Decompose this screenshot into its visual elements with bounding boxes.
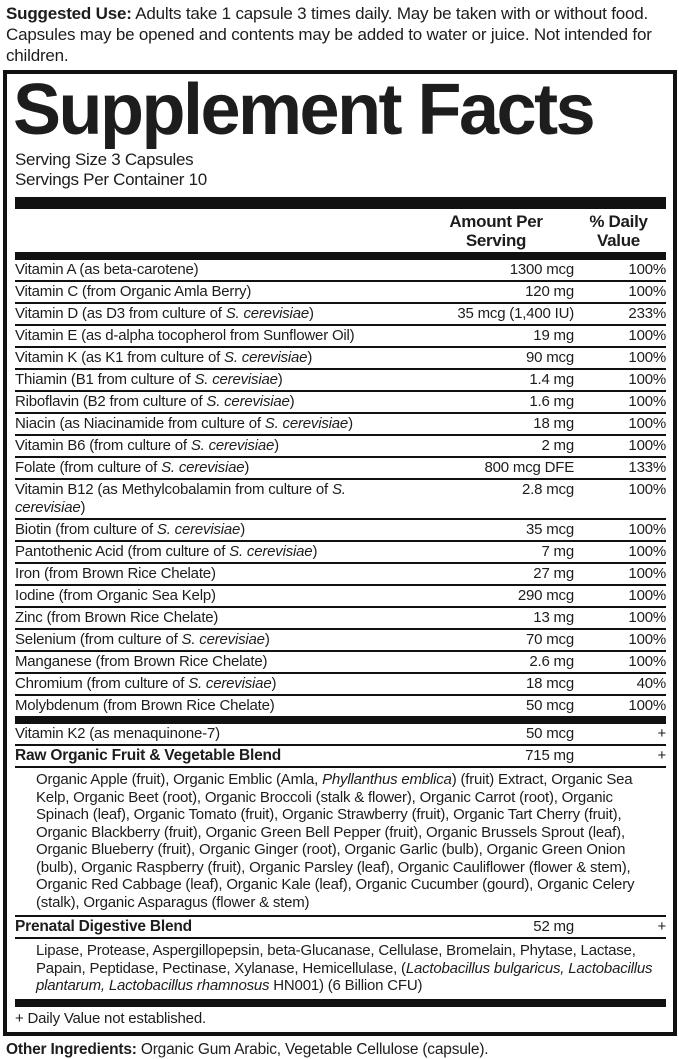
nutrient-name: Iodine (from Organic Sea Kelp) — [15, 587, 216, 604]
nutrient-row — [15, 324, 666, 346]
nutrient-amount: 1.4 mg — [529, 371, 574, 388]
nutrient-daily-value: 100% — [628, 543, 666, 560]
blend-rows — [15, 724, 666, 999]
nutrient-daily-value: 100% — [628, 521, 666, 538]
nutrient-row — [15, 694, 666, 716]
nutrient-amount: 50 mcg — [526, 725, 574, 742]
nutrient-row — [15, 562, 666, 584]
panel-title: Supplement Facts — [13, 70, 594, 150]
nutrient-row — [15, 650, 666, 672]
nutrient-name: Vitamin D (as D3 from culture of S. cerevisiae) — [15, 305, 314, 322]
suggested-use-label: Suggested Use: — [6, 4, 132, 23]
nutrient-daily-value: 100% — [628, 261, 666, 278]
nutrient-amount: 50 mcg — [526, 697, 574, 714]
nutrient-daily-value: 100% — [628, 481, 666, 498]
nutrient-amount: 7 mg — [541, 543, 574, 560]
blend-ingredient-list: Organic Apple (fruit), Organic Emblic (Amla, Phyllanthus emblica) (fruit) Extract, Organic Sea Kelp, Organic Beet (root), Organic Broccoli (stalk & flower), Organic Carrot (root), Organic Spinach (leaf), Organic Tomato (fruit), Organic Strawberry (fruit), Organic Tart Cherry (fruit), Organic Blackberry (fruit), Organic Green Bell Pepper (fruit), Organic Brussels Sprout (leaf), Organic Blueberry (fruit), Organic Ginger (root), Organic Garlic (bulb), Organic Green Onion (bulb), Organic Raspberry (fruit), Organic Parsley (leaf), Organic Cauliflower (flower & stem), Organic Red Cabbage (leaf), Organic Kale (leaf), Organic Cucumber (gourd), Organic Celery (stalk), Organic Asparagus (flower & stem) — [15, 766, 666, 915]
nutrient-daily-value: 100% — [628, 415, 666, 432]
nutrient-name: Niacin (as Niacinamide from culture of S. cerevisiae) — [15, 415, 353, 432]
nutrient-name: Vitamin K2 (as menaquinone-7) — [15, 725, 220, 742]
nutrient-daily-value: 100% — [628, 283, 666, 300]
nutrient-daily-value: 100% — [628, 653, 666, 670]
nutrient-name: Raw Organic Fruit & Vegetable Blend — [15, 747, 282, 764]
nutrient-name: Molybdenum (from Brown Rice Chelate) — [15, 697, 275, 714]
nutrient-amount: 19 mg — [533, 327, 574, 344]
nutrient-name: Vitamin C (from Organic Amla Berry) — [15, 283, 252, 300]
nutrient-name: Vitamin A (as beta-carotene) — [15, 261, 199, 278]
other-ingredients-text — [0, 1036, 679, 1059]
nutrient-name: Pantothenic Acid (from culture of S. cerevisiae) — [15, 543, 318, 560]
nutrient-daily-value: 100% — [628, 349, 666, 366]
nutrient-row — [15, 412, 666, 434]
nutrient-name: Chromium (from culture of S. cerevisiae) — [15, 675, 277, 692]
nutrient-daily-value: 233% — [628, 305, 666, 322]
divider-bar-middle — [15, 716, 666, 724]
nutrient-row — [15, 672, 666, 694]
nutrient-amount: 18 mcg — [526, 675, 574, 692]
nutrient-daily-value: 100% — [628, 371, 666, 388]
nutrient-amount: 70 mcg — [526, 631, 574, 648]
nutrient-daily-value: 40% — [636, 675, 666, 692]
nutrient-row — [15, 478, 666, 518]
other-ingredients-body: Organic Gum Arabic, Vegetable Cellulose (capsule). — [136, 1040, 489, 1058]
nutrient-name: Iron (from Brown Rice Chelate) — [15, 565, 216, 582]
nutrient-amount: 52 mg — [533, 918, 574, 935]
nutrient-amount: 13 mg — [533, 609, 574, 626]
nutrient-row — [15, 606, 666, 628]
divider-bar-top — [15, 197, 666, 209]
nutrient-daily-value: 133% — [628, 459, 666, 476]
nutrient-name: Riboflavin (B2 from culture of S. cerevisiae) — [15, 393, 295, 410]
column-header-amount: Amount Per Serving — [449, 212, 543, 250]
nutrient-name: Folate (from culture of S. cerevisiae) — [15, 459, 250, 476]
nutrient-amount: 2.6 mg — [529, 653, 574, 670]
nutrient-row — [15, 260, 666, 280]
nutrient-amount: 715 mg — [525, 747, 574, 764]
suggested-use-body: Adults take 1 capsule 3 times daily. May be taken with or without food. Capsules may be opened and contents may be added to water or juice. Not intended for children. — [6, 4, 652, 65]
nutrient-name: Manganese (from Brown Rice Chelate) — [15, 653, 268, 670]
nutrient-daily-value: + — [657, 747, 666, 764]
nutrient-amount: 2.8 mcg — [522, 481, 574, 498]
nutrient-amount: 120 mg — [525, 283, 574, 300]
nutrient-name: Vitamin K (as K1 from culture of S. cerevisiae) — [15, 349, 313, 366]
nutrient-daily-value: 100% — [628, 565, 666, 582]
blend-ingredient-list: Lipase, Protease, Aspergillopepsin, beta-Glucanase, Cellulase, Bromelain, Phytase, Lactase, Papain, Peptidase, Pectinase, Xylanase, Hemicellulase, (Lactobacillus bulgaricus, Lactobacillus plantarum, Lactobacillus rhamnosus HN001) (6 Billion CFU) — [15, 937, 666, 999]
nutrient-daily-value: 100% — [628, 631, 666, 648]
nutrient-row — [15, 915, 666, 937]
suggested-use-text — [0, 0, 679, 66]
nutrient-name: Zinc (from Brown Rice Chelate) — [15, 609, 219, 626]
nutrient-amount: 27 mg — [533, 565, 574, 582]
nutrient-rows — [15, 260, 666, 716]
nutrient-daily-value: 100% — [628, 437, 666, 454]
nutrient-amount: 290 mcg — [517, 587, 574, 604]
nutrient-row — [15, 434, 666, 456]
nutrient-daily-value: 100% — [628, 587, 666, 604]
nutrient-amount: 1.6 mg — [529, 393, 574, 410]
nutrient-amount: 2 mg — [541, 437, 574, 454]
nutrient-row — [15, 280, 666, 302]
nutrient-row — [15, 346, 666, 368]
nutrient-row — [15, 368, 666, 390]
nutrient-row — [15, 302, 666, 324]
column-header-row — [15, 209, 666, 252]
nutrient-row — [15, 456, 666, 478]
nutrient-amount: 35 mcg — [526, 521, 574, 538]
nutrient-row — [15, 390, 666, 412]
nutrient-amount: 1300 mcg — [509, 261, 574, 278]
column-header-daily-value: % Daily Value — [589, 212, 648, 250]
nutrient-name: Biotin (from culture of S. cerevisiae) — [15, 521, 245, 538]
nutrient-daily-value: + — [657, 918, 666, 935]
nutrient-row — [15, 744, 666, 766]
nutrient-daily-value: 100% — [628, 697, 666, 714]
nutrient-amount: 35 mcg (1,400 IU) — [457, 305, 574, 322]
servings-per-container: Servings Per Container 10 — [15, 170, 207, 189]
nutrient-row — [15, 584, 666, 606]
nutrient-row — [15, 518, 666, 540]
nutrient-daily-value: + — [657, 725, 666, 742]
other-ingredients-label: Other Ingredients: — [6, 1040, 137, 1058]
nutrient-row — [15, 540, 666, 562]
nutrient-name: Vitamin B12 (as Methylcobalamin from culture of S. cerevisiae) — [15, 481, 346, 516]
nutrient-row — [15, 628, 666, 650]
divider-bar-header — [15, 252, 666, 260]
nutrient-name: Vitamin B6 (from culture of S. cerevisiae) — [15, 437, 279, 454]
daily-value-footnote: + Daily Value not established. — [15, 1009, 206, 1027]
nutrient-row — [15, 724, 666, 744]
nutrient-name: Thiamin (B1 from culture of S. cerevisiae) — [15, 371, 283, 388]
nutrient-name: Vitamin E (as d-alpha tocopherol from Sunflower Oil) — [15, 327, 355, 344]
divider-bar-bottom — [15, 999, 666, 1007]
nutrient-daily-value: 100% — [628, 327, 666, 344]
supplement-facts-panel — [3, 70, 677, 1036]
nutrient-daily-value: 100% — [628, 393, 666, 410]
serving-size: Serving Size 3 Capsules — [15, 150, 194, 169]
nutrient-name: Prenatal Digestive Blend — [15, 918, 192, 935]
nutrient-amount: 18 mg — [533, 415, 574, 432]
nutrient-amount: 90 mcg — [526, 349, 574, 366]
nutrient-name: Selenium (from culture of S. cerevisiae) — [15, 631, 270, 648]
nutrient-daily-value: 100% — [628, 609, 666, 626]
nutrient-amount: 800 mcg DFE — [484, 459, 574, 476]
